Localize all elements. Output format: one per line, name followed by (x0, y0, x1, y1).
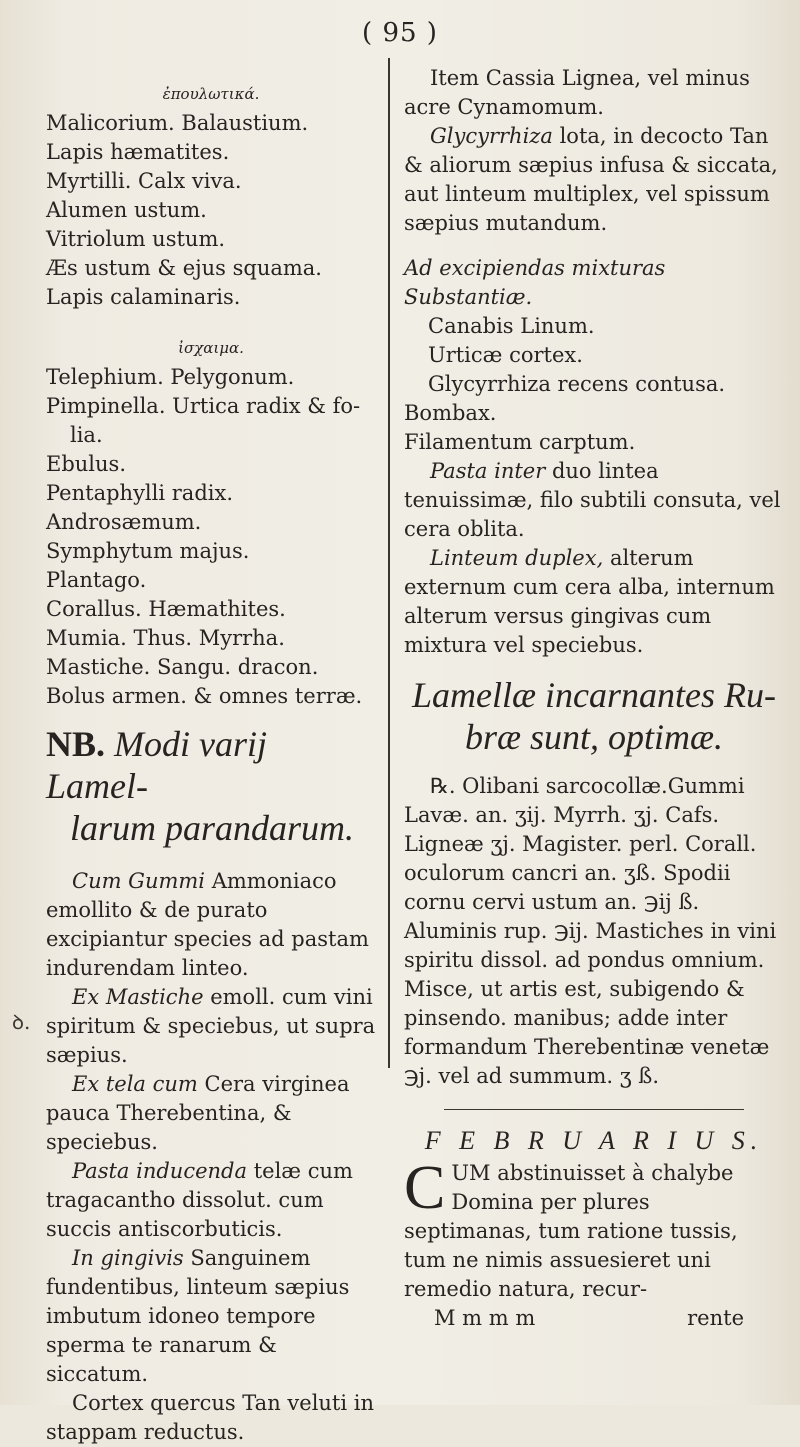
greek-heading-epulotica: ἐπουλωτικά. (162, 85, 260, 103)
drop-cap: C (404, 1154, 446, 1222)
list-item: Vitriolum ustum. (46, 227, 226, 251)
paragraph-text: UM abstinuisset à chalybe Domina per plures septimanas, tum ratione tussis, tum ne nimis assuesieret uni remedio natura, recur- (404, 1161, 738, 1301)
paragraph-lead: Glycyrrhiza (430, 124, 553, 148)
margin-mark: ꝺ. (12, 1010, 31, 1034)
list-item: Pimpinella. Urtica radix & fo- (46, 394, 361, 418)
nb-heading-line2: larum parandarum. (70, 808, 355, 848)
list-item: Ebulus. (46, 452, 126, 476)
paragraph (404, 544, 784, 660)
paragraph-lead: In gingivis (72, 1246, 184, 1270)
nb-prefix: NB. (46, 724, 106, 764)
final-paragraph (404, 1154, 784, 1304)
paragraph-lead: Ex Mastiche (72, 985, 204, 1009)
list-item: Bolus armen. & omnes terræ. (46, 684, 363, 708)
paragraph-lead: Linteum duplex, (430, 546, 604, 570)
list-item: Æs ustum & ejus squama. (46, 256, 322, 280)
paragraph: Item Cassia Lignea, vel minus acre Cynamomum. (404, 66, 750, 119)
list-item: lia. (70, 423, 103, 447)
paragraph (46, 1244, 376, 1389)
list-item: Filamentum carptum. (404, 430, 636, 454)
sub-heading-excipiendas: Ad excipiendas mixturas Substantiæ. (404, 256, 666, 309)
paragraph-lead: Pasta inter (430, 459, 546, 483)
section-divider (444, 1109, 744, 1110)
list-item: Canabis Linum. (428, 314, 595, 338)
month-heading-februarius: F E B R U A R I U S. (424, 1126, 764, 1155)
list-item: Myrtilli. Calx viva. (46, 169, 242, 193)
right-column (404, 64, 784, 1333)
list-item: Lapis calaminaris. (46, 285, 241, 309)
paragraph-text: duo lintea tenuissimæ, filo subtili consuta, vel cera oblita. (404, 459, 781, 541)
list-item: Lapis hæmatites. (46, 140, 230, 164)
paragraph-lead: Pasta inducenda (72, 1159, 248, 1183)
paragraph-lead: Cum Gummi (72, 869, 206, 893)
greek-heading-ischaima: ἰσχαιμα. (178, 339, 244, 357)
paragraph-text: Cera virginea pauca Therebentina, & speciebus. (46, 1072, 350, 1154)
list-item: Plantago. (46, 568, 147, 592)
list-item: Alumen ustum. (46, 198, 207, 222)
list-item: Mastiche. Sangu. dracon. (46, 655, 319, 679)
heading-line1: Lamellæ incarnantes Ru- (412, 675, 776, 715)
paragraph (46, 983, 376, 1070)
list-item: Mumia. Thus. Myrrha. (46, 626, 285, 650)
paragraph: Cortex quercus Tan veluti in stappam reductus. (46, 1391, 375, 1444)
list-item: Bombax. (404, 401, 497, 425)
heading-line2: bræ sunt, optimæ. (464, 717, 724, 757)
paragraph-text: lota, in decocto Tan & aliorum sæpius infusa & siccata, aut linteum multiplex, vel spissum sæpius mutandum. (404, 124, 778, 235)
paragraph (404, 122, 784, 238)
paragraph-text: Sanguinem fundentibus, linteum sæpius imbutum idoneo tempore sperma te ranarum & siccatum. (46, 1246, 350, 1386)
list-item: Glycyrrhiza recens contusa. (428, 372, 726, 396)
nb-heading-line1: Modi varij Lamel- (46, 724, 267, 806)
paragraph-text: telæ cum tragacantho dissolut. cum succis antiscorbuticis. (46, 1159, 353, 1241)
paragraph-text: alterum externum cum cera alba, internum alterum versus gingivas cum mixtura vel speciebus. (404, 546, 775, 657)
column-rule (388, 58, 390, 1068)
paragraph-text: emoll. cum vini spiritum & speciebus, ut supra sæpius. (46, 985, 376, 1067)
catchword: rente (687, 1306, 744, 1330)
section-heading-modi-varij (46, 723, 376, 849)
list-item: Urticæ cortex. (428, 343, 583, 367)
paragraph (46, 1070, 376, 1157)
recipe-paragraph: ℞. Olibani sarcocollæ.Gummi Lavæ. an. ʒij. Myrrh. ʒj. Cafs. Ligneæ ʒj. Magister. perl. Corall. oculorum cancri an. ʒß. Spodii cornu cervi ustum an. ℈ij ß. Aluminis rup. ℈ij. Mastiches in vini spiritu dissol. ad pondus omnium. Misce, ut artis est, subigendo & pinsendo. manibus; adde inter formandum Therebentinæ venetæ ℈j. vel ad summum. ʒ ß. (404, 774, 777, 1088)
list-item: Androsæmum. (46, 510, 202, 534)
paragraph (46, 1157, 376, 1244)
list-item: Symphytum majus. (46, 539, 250, 563)
list-item: Corallus. Hæmathites. (46, 597, 286, 621)
paragraph-text: Ammoniaco emollito & de purato excipiantur species ad pastam indurendam linteo. (46, 869, 369, 980)
paragraph (46, 867, 376, 983)
section-heading-lamellae (404, 674, 784, 758)
list-item: Pentaphylli radix. (46, 481, 233, 505)
signature-mark: M m m m (434, 1306, 536, 1330)
paragraph-lead: Ex tela cum (72, 1072, 198, 1096)
list-item: Malicorium. Balaustium. (46, 111, 309, 135)
left-column (46, 80, 376, 1447)
signature-line (404, 1304, 784, 1333)
list-item: Telephium. Pelygonum. (46, 365, 295, 389)
page-number: ( 95 ) (362, 18, 438, 48)
paragraph (404, 457, 784, 544)
